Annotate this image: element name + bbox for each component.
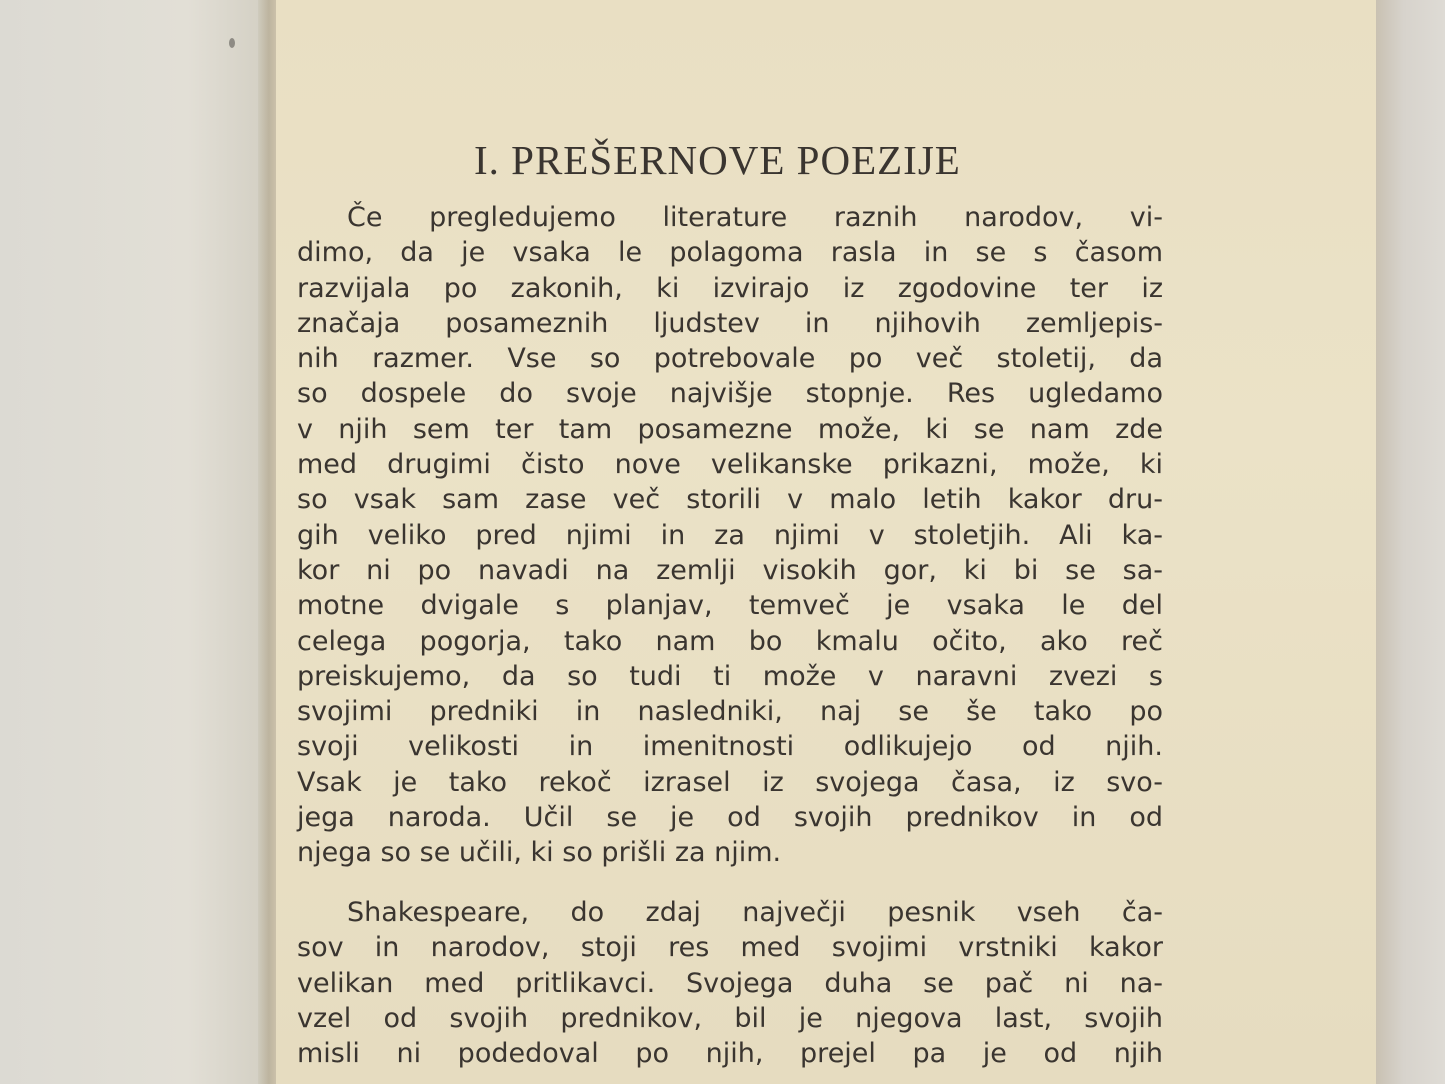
text-line: svoji velikosti in imenitnosti odlikujejo od njih. <box>297 731 1163 763</box>
text-line: so vsak sam zase več storili v malo letih kakor dru- <box>297 484 1163 516</box>
text-line: med drugimi čisto nove velikanske prikazni, može, ki <box>297 449 1163 481</box>
text-line: sov in narodov, stoji res med svojimi vrstniki kakor <box>297 932 1163 964</box>
text-line: nih razmer. Vse so potrebovale po več stoletij, da <box>297 343 1163 375</box>
text-line: motne dvigale s planjav, temveč je vsaka le del <box>297 590 1163 622</box>
paragraph-2 <box>297 895 1163 1071</box>
text-line: preiskujemo, da so tudi ti može v naravni zvezi s <box>297 660 1163 692</box>
text-line: Vsak je tako rekoč izrasel iz svojega časa, iz svo- <box>297 766 1163 798</box>
text-line: v njih sem ter tam posamezne može, ki se nam zde <box>297 413 1163 445</box>
text-line: značaja posameznih ljudstev in njihovih zemljepis- <box>297 307 1163 339</box>
text-line: misli ni podedoval po njih, prejel pa je od njih <box>297 1038 1163 1070</box>
text-line: Če pregledujemo literature raznih narodov, vi- <box>347 202 1163 233</box>
text-line: dimo, da je vsaka le polagoma rasla in se s časom <box>297 237 1163 269</box>
text-line: jega naroda. Učil se je od svojih prednikov in od <box>297 802 1163 834</box>
text-line: njega so se učili, ki so prišli za njim. <box>297 837 782 869</box>
paper-speck <box>229 38 235 48</box>
chapter-title: I. PREŠERNOVE POEZIJE <box>474 137 961 183</box>
text-line: velikan med pritlikavci. Svojega duha se pač ni na- <box>297 967 1163 999</box>
text-line: svojimi predniki in nasledniki, naj se še tako po <box>297 696 1163 728</box>
paragraph-1 <box>297 200 1163 871</box>
text-line: vzel od svojih prednikov, bil je njegova last, svojih <box>297 1002 1163 1034</box>
text-line: gih veliko pred njimi in za njimi v stoletjih. Ali ka- <box>297 519 1163 551</box>
text-line: celega pogorja, tako nam bo kmalu očito, ako reč <box>297 625 1163 657</box>
text-line: so dospele do svoje najvišje stopnje. Res ugledamo <box>297 378 1163 410</box>
text-line: kor ni po navadi na zemlji visokih gor, ki bi se sa- <box>297 554 1163 586</box>
text-line: razvijala po zakonih, ki izvirajo iz zgodovine ter iz <box>297 272 1163 304</box>
text-line: Shakespeare, do zdaj največji pesnik vseh ča- <box>347 897 1163 928</box>
page-edge <box>1376 0 1445 1084</box>
left-page <box>0 0 268 1084</box>
